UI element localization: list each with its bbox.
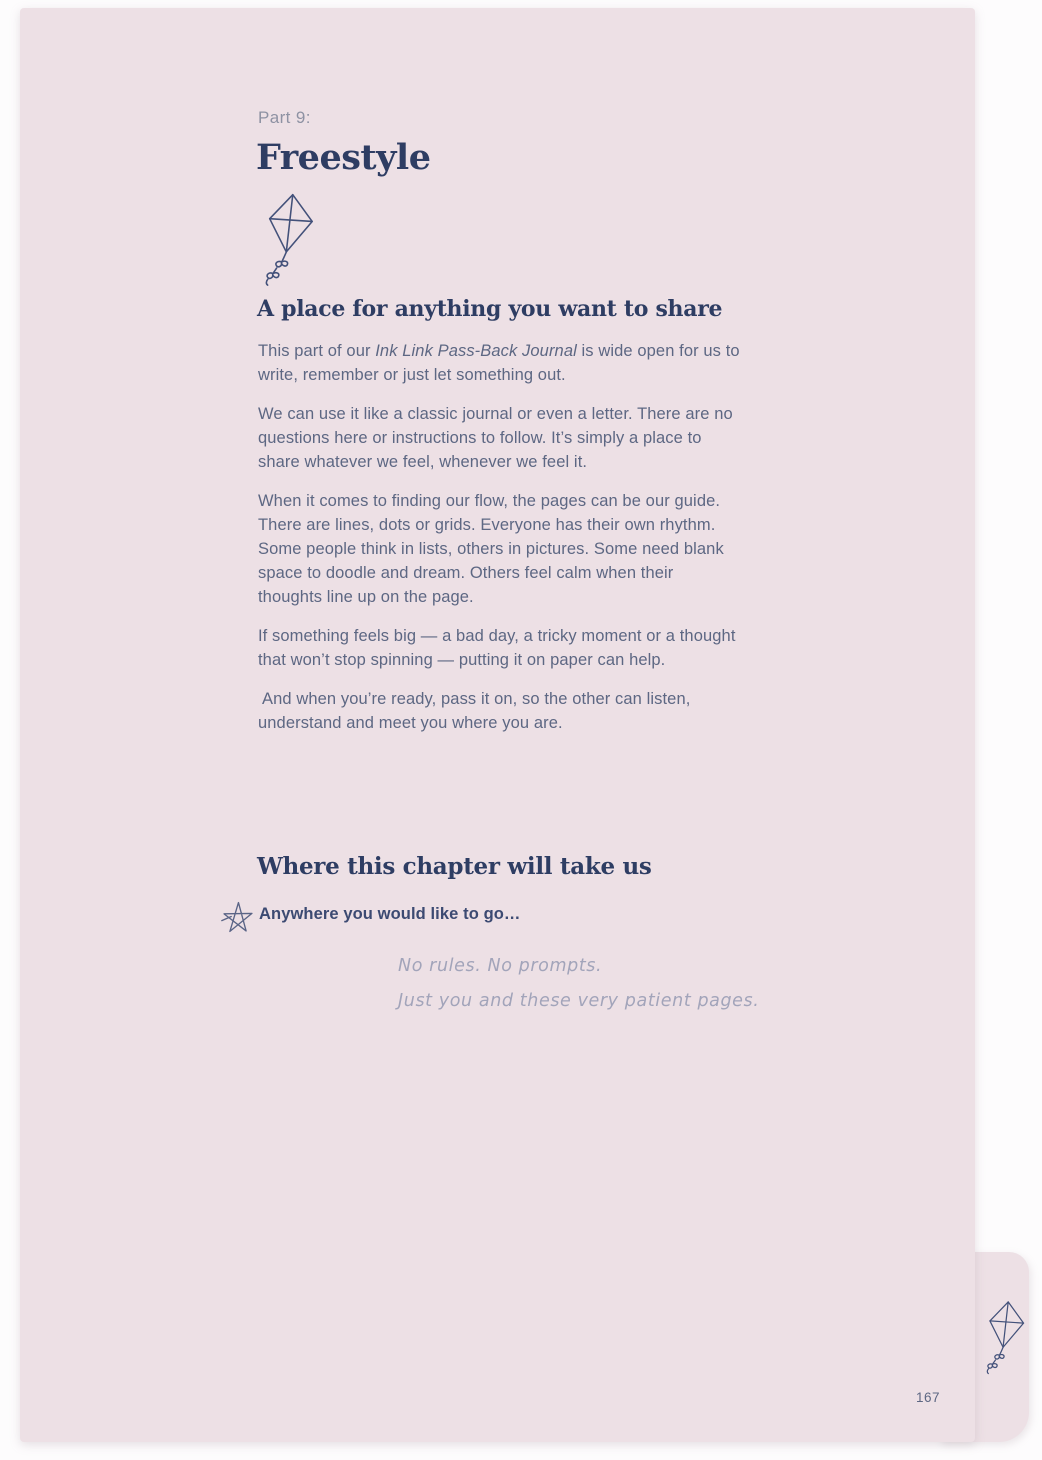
kite-icon bbox=[983, 1299, 1029, 1375]
intro-body bbox=[258, 339, 742, 750]
paragraph: If something feels big — a bad day, a tricky moment or a thought that won’t stop spinning — putting it on paper can help. bbox=[258, 627, 736, 669]
page-number: 167 bbox=[916, 1390, 941, 1405]
handwritten-line: Just you and these very patient pages. bbox=[398, 991, 760, 1011]
chapter-heading: Where this chapter will take us bbox=[257, 853, 652, 880]
chapter-bullet-label: Anywhere you would like to go… bbox=[259, 904, 521, 923]
part-label: Part 9: bbox=[258, 108, 311, 127]
chapter-bullet-row bbox=[220, 897, 521, 937]
journal-name-italic: Ink Link Pass-Back Journal bbox=[375, 342, 577, 360]
kite-icon bbox=[261, 191, 319, 287]
paragraph: When it comes to finding our flow, the pages can be our guide. There are lines, dots or grids. Everyone has their own rhythm. Some people think in lists, others in pictures. Some need blank space to doodle and dream. Others feel calm when their thoughts line up on the page. bbox=[258, 492, 724, 606]
paragraph-text: is wide open for us to write, remember or just let something out. bbox=[258, 342, 740, 384]
intro-heading: A place for anything you want to share bbox=[257, 296, 723, 322]
paragraph: And when you’re ready, pass it on, so the other can listen, understand and meet you where you are. bbox=[258, 690, 691, 732]
paragraph bbox=[258, 339, 742, 387]
star-icon bbox=[220, 897, 256, 937]
paragraph: We can use it like a classic journal or even a letter. There are no questions here or instructions to follow. It’s simply a place to share whatever we feel, whenever we feel it. bbox=[258, 405, 733, 471]
handwritten-line: No rules. No prompts. bbox=[398, 956, 603, 976]
paragraph-text: This part of our bbox=[258, 342, 376, 360]
page-title: Freestyle bbox=[256, 137, 431, 178]
